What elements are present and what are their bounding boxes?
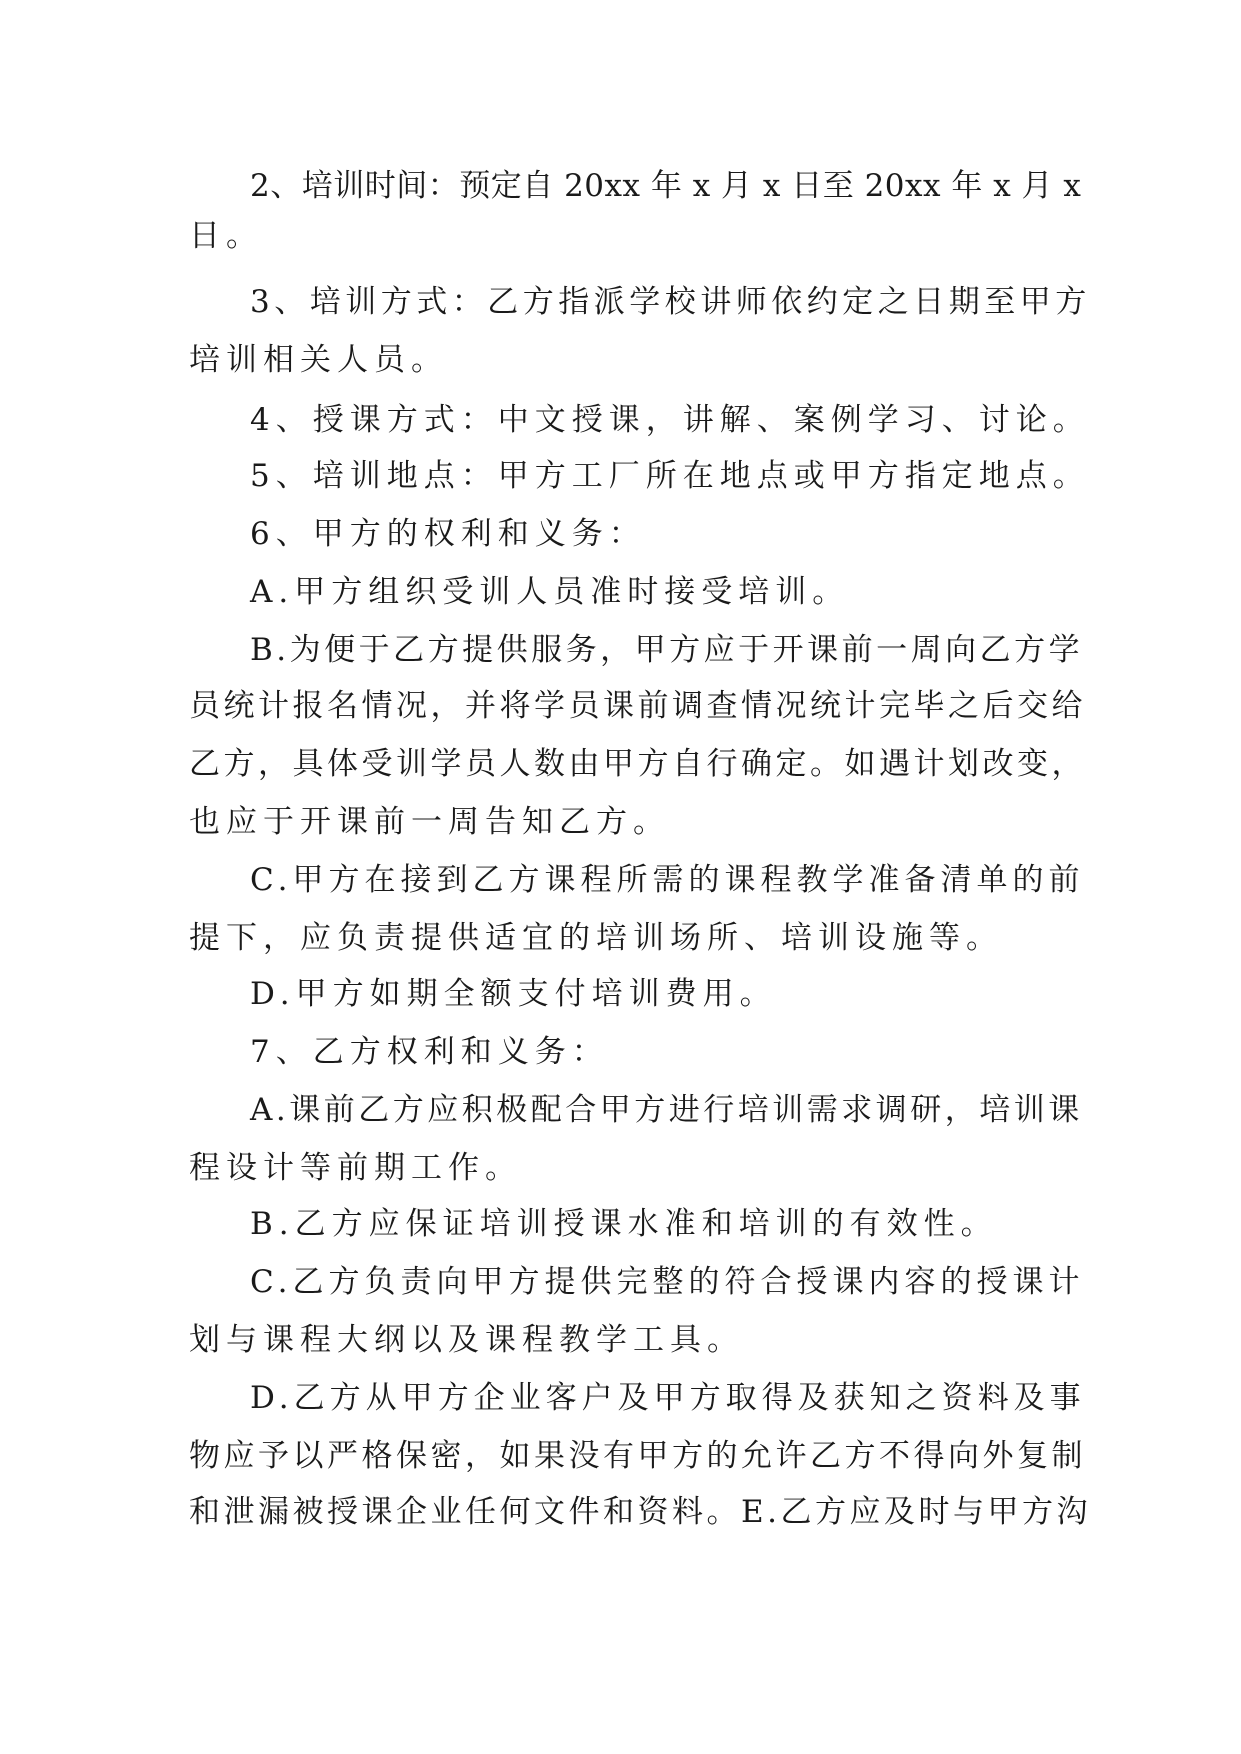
text-line-3: 3、培训方式：乙方指派学校讲师依约定之日期至甲方 xyxy=(250,284,1091,320)
text-line-15: D.甲方如期全额支付培训费用。 xyxy=(250,976,777,1012)
text-line-14: 提下，应负责提供适宜的培训场所、培训设施等。 xyxy=(189,920,1003,956)
text-line-4: 培训相关人员。 xyxy=(189,342,448,378)
text-line-20: C.乙方负责向甲方提供完整的符合授课内容的授课计 xyxy=(250,1264,1085,1300)
text-line-9: B.为便于乙方提供服务，甲方应于开课前一周向乙方学 xyxy=(250,632,1084,668)
text-line-1: 2、培训时间：预定自 20xx 年 x 月 x 日至 20xx 年 x 月 x xyxy=(250,168,1082,204)
text-line-24: 和泄漏被授课企业任何文件和资料。E.乙方应及时与甲方沟 xyxy=(189,1494,1091,1530)
text-line-6: 5、培训地点：甲方工厂所在地点或甲方指定地点。 xyxy=(250,458,1090,494)
text-line-2: 日。 xyxy=(189,218,263,254)
text-line-13: C.甲方在接到乙方课程所需的课程教学准备清单的前 xyxy=(250,862,1085,898)
text-line-17: A.课前乙方应积极配合甲方进行培训需求调研，培训课 xyxy=(250,1092,1083,1128)
text-line-7: 6、甲方的权利和义务： xyxy=(250,516,646,552)
text-line-11: 乙方，具体受训学员人数由甲方自行确定。如遇计划改变， xyxy=(189,746,1086,782)
text-line-22: D.乙方从甲方企业客户及甲方取得及获知之资料及事 xyxy=(250,1380,1086,1416)
text-line-8: A.甲方组织受训人员准时接受培训。 xyxy=(250,574,850,610)
text-line-16: 7、乙方权利和义务： xyxy=(250,1034,609,1070)
text-line-23: 物应予以严格保密，如果没有甲方的允许乙方不得向外复制 xyxy=(189,1438,1086,1474)
text-line-12: 也应于开课前一周告知乙方。 xyxy=(189,804,670,840)
text-line-19: B.乙方应保证培训授课水准和培训的有效性。 xyxy=(250,1206,998,1242)
text-line-18: 程设计等前期工作。 xyxy=(189,1150,522,1186)
text-line-21: 划与课程大纲以及课程教学工具。 xyxy=(189,1322,744,1358)
text-line-10: 员统计报名情况，并将学员课前调查情况统计完毕之后交给 xyxy=(189,688,1086,724)
text-line-5: 4、授课方式：中文授课，讲解、案例学习、讨论。 xyxy=(250,402,1090,438)
